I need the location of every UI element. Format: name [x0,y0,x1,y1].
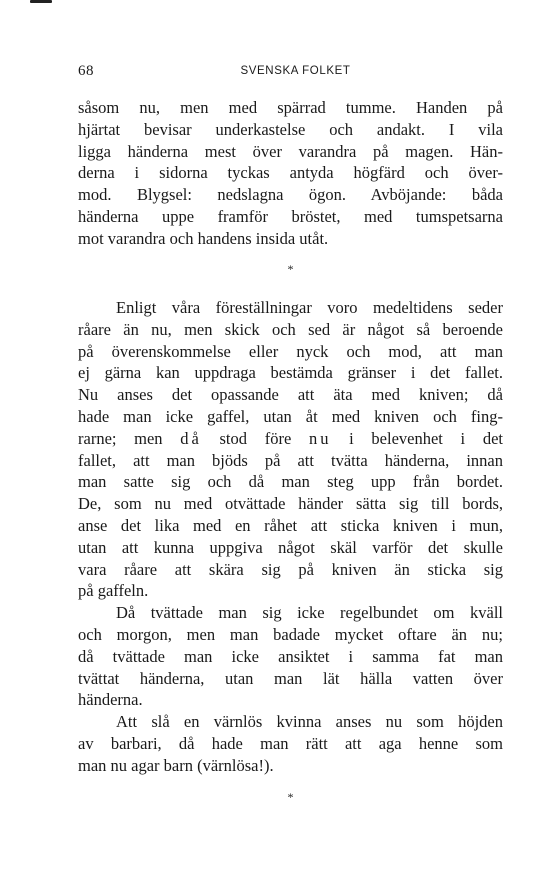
section-body [78,297,503,777]
text-line-spaced-emphasis [78,428,503,450]
paragraph-washing [78,602,503,711]
text-line: och morgon, men man badade mycket oftare än nu; [78,624,503,644]
text-line: Då tvättade man sig icke regelbundet om kväll [116,603,503,623]
text-line: hade man icke gaffel, utan åt med kniven och fing- [78,406,503,426]
text-line: man nu agar barn (värnlösa!). [78,755,274,775]
text-line: fallet, att man bjöds på att tvätta händerna, innan [78,450,503,470]
paragraph-violence [78,711,503,776]
text-segment: i belevenhet i det [331,428,503,448]
text-segment: stod före [201,428,309,448]
spaced-emphasis: nu [308,428,332,448]
text-line: ligga händerna mest över varandra på magen. Hän- [78,141,503,161]
text-line: ej gärna kan uppdraga bestämda gränser i det fallet. [78,363,503,383]
text-line: råare än nu, men skick och sed är något så beroende [78,319,503,339]
text-line: vara råare att skära sig på kniven än sticka sig [78,559,503,579]
section-separator-asterisk: * [287,790,294,804]
text-line: på överenskommelse eller nyck och mod, att man [78,341,503,361]
text-line: De, som nu med otvättade händer sätta sig till bords, [78,494,503,514]
text-line: på gaffeln. [78,581,149,601]
text-line: utan att kunna uppgiva något skäl varför det skulle [78,537,503,557]
text-line: av barbari, då hade man rätt att aga henne som [78,733,503,753]
text-line: man satte sig och då man steg upp från bordet. [78,472,503,492]
text-line: såsom nu, men med spärrad tumme. Handen på [78,98,503,117]
page-number: 68 [78,63,94,79]
text-line: då tvättade man icke ansiktet i samma fat man [78,646,503,666]
text-line: mod. Blygsel: nedslagna ögon. Avböjande: båda [78,185,503,205]
text-line: händerna. [78,690,143,710]
scan-edge-mark [30,0,52,3]
spaced-emphasis: då [180,428,202,448]
text-line: Nu anses det opassande att äta med kniven; då [78,385,503,405]
text-line: anse det lika med en råhet att sticka kniven i mun, [78,515,503,535]
text-line: händerna uppe framför bröstet, med tumspetsarna [78,206,503,226]
text-line: tvättat händerna, utan man lät hälla vatten över [78,668,503,688]
text-line: Enligt våra föreställningar voro medeltidens seder [116,298,503,317]
text-line: mot varandra och handens insida utåt. [78,228,329,248]
text-line: derna i sidorna tyckas antyda högfärd och över- [78,163,503,183]
page-header [78,63,503,83]
text-segment: rarne; men [78,428,181,448]
text-line: Att slå en värnlös kvinna anses nu som höjden [116,712,503,732]
paragraph-continued [78,97,503,250]
section-separator-asterisk: * [287,262,294,276]
running-head: SVENSKA FOLKET [240,65,351,77]
paragraph-table-manners [78,297,503,602]
text-line: hjärtat bevisar underkastelse och andakt. I vila [78,119,503,139]
